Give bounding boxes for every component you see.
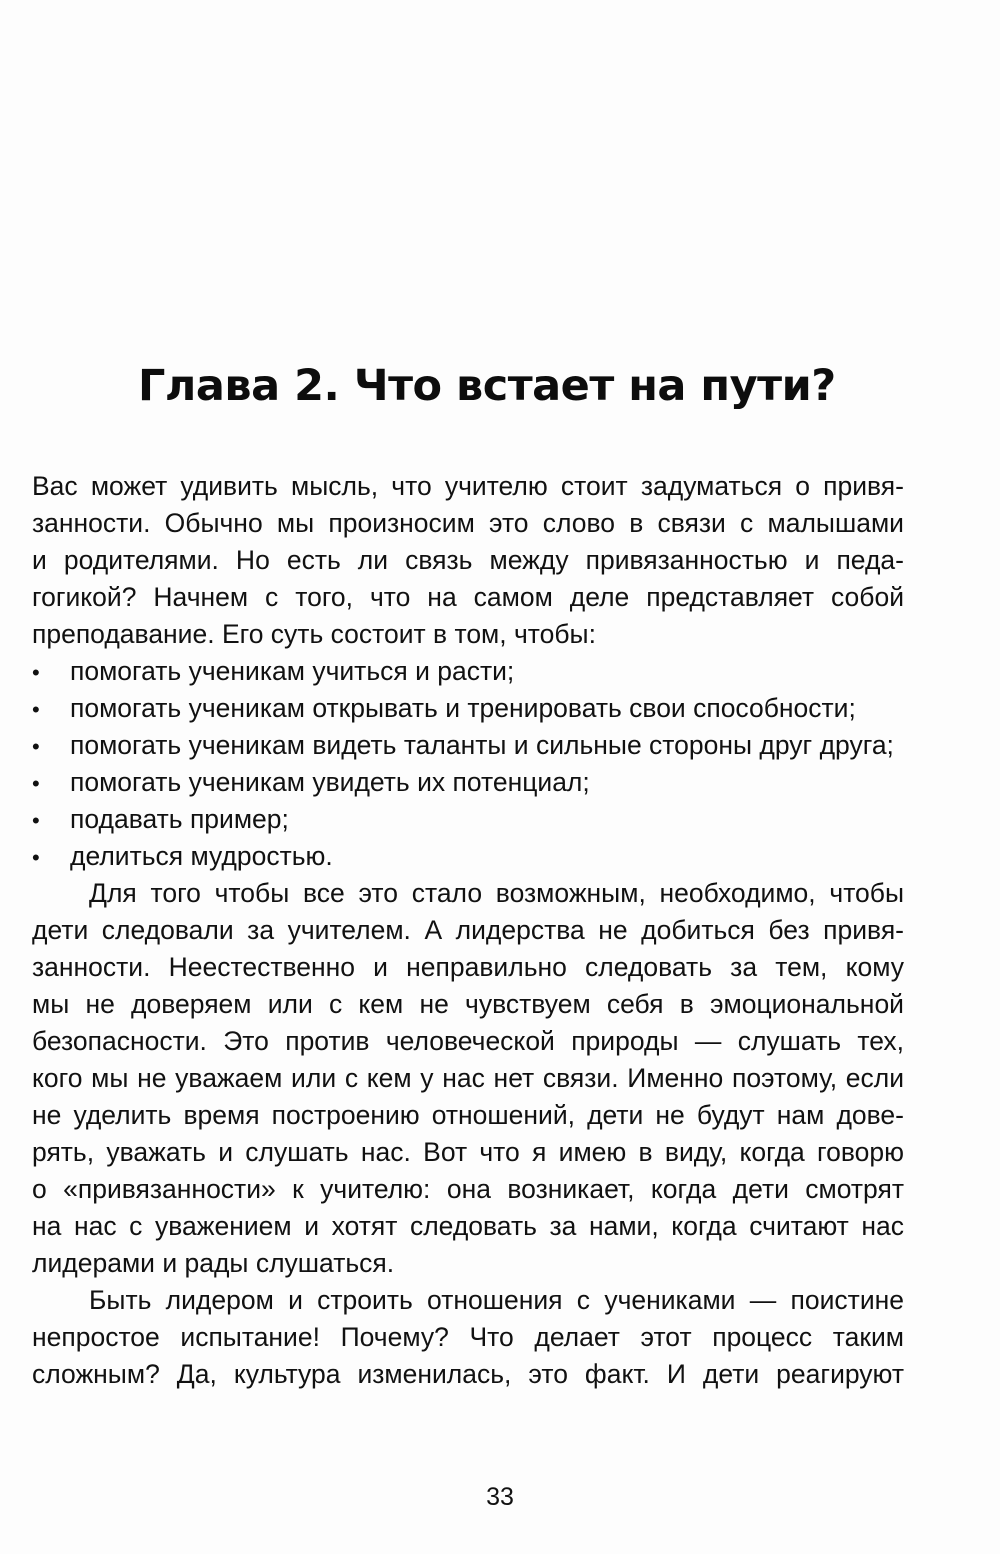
bullet-text: помогать ученикам учиться и расти; (70, 656, 515, 686)
bullet-text: подавать пример; (70, 804, 289, 834)
paragraph-1-line: Вас может удивить мысль, что учителю стоит задуматься о привя- (32, 471, 904, 501)
paragraph-2-line: мы не доверяем или с кем не чувствуем себя в эмоциональной (32, 989, 904, 1019)
paragraph-2-line: рять, уважать и слушать нас. Вот что я имею в виду, когда говорю (32, 1137, 904, 1167)
paragraph-2-line: Для того чтобы все это стало возможным, необходимо, чтобы (89, 878, 904, 908)
paragraph-1-line: занности. Обычно мы произносим это слово в связи с малышами (32, 508, 904, 538)
paragraph-2-line: занности. Неестественно и неправильно следовать за тем, кому (32, 952, 904, 982)
paragraph-2-line: безопасности. Это против человеческой природы — слушать тех, (32, 1026, 904, 1056)
paragraph-2-line: о «привязанности» к учителю: она возникает, когда дети смотрят (32, 1174, 904, 1204)
bullet-item (32, 838, 904, 875)
paragraph-1-line: гогикой? Начнем с того, что на самом деле представляет собой (32, 582, 904, 612)
bullet-icon: • (32, 734, 40, 759)
paragraph-2-line: кого мы не уважаем или с кем у нас нет связи. Именно поэтому, если (32, 1063, 904, 1093)
page-number: 33 (486, 1483, 514, 1511)
paragraph-3-line: Быть лидером и строить отношения с учениками — поистине (89, 1285, 904, 1315)
bullet-item (32, 690, 904, 727)
bullet-icon: • (32, 845, 40, 870)
bullet-item (32, 727, 904, 764)
bullet-item (32, 764, 904, 801)
bullet-item (32, 653, 904, 690)
paragraph-2-line: не уделить время построению отношений, дети не будут нам дове- (32, 1100, 904, 1130)
paragraph-1-line: преподавание. Его суть состоит в том, чтобы: (32, 619, 596, 649)
bullet-text: помогать ученикам увидеть их потенциал; (70, 767, 590, 797)
bullet-text: помогать ученикам открывать и тренировать свои способности; (70, 693, 856, 723)
bullet-text: помогать ученикам видеть таланты и сильные стороны друг друга; (70, 730, 894, 760)
bullet-icon: • (32, 660, 40, 685)
bullet-icon: • (32, 808, 40, 833)
bullet-icon: • (32, 771, 40, 796)
bullet-icon: • (32, 697, 40, 722)
bullet-item (32, 801, 904, 838)
paragraph-2-line: дети следовали за учителем. А лидерства не добиться без привя- (32, 915, 904, 945)
paragraph-2-line: лидерами и рады слушаться. (32, 1248, 395, 1278)
paragraph-1-line: и родителями. Но есть ли связь между привязанностью и педа- (32, 545, 904, 575)
paragraph-3-line: непростое испытание! Почему? Что делает этот процесс таким (32, 1322, 904, 1352)
body-text (32, 468, 904, 1393)
chapter-title: Глава 2. Что встает на пути? (138, 361, 836, 411)
bullet-text: делиться мудростью. (70, 841, 333, 871)
paragraph-3-line: сложным? Да, культура изменилась, это факт. И дети реагируют (32, 1359, 904, 1389)
paragraph-2-line: на нас с уважением и хотят следовать за нами, когда считают нас (32, 1211, 904, 1241)
